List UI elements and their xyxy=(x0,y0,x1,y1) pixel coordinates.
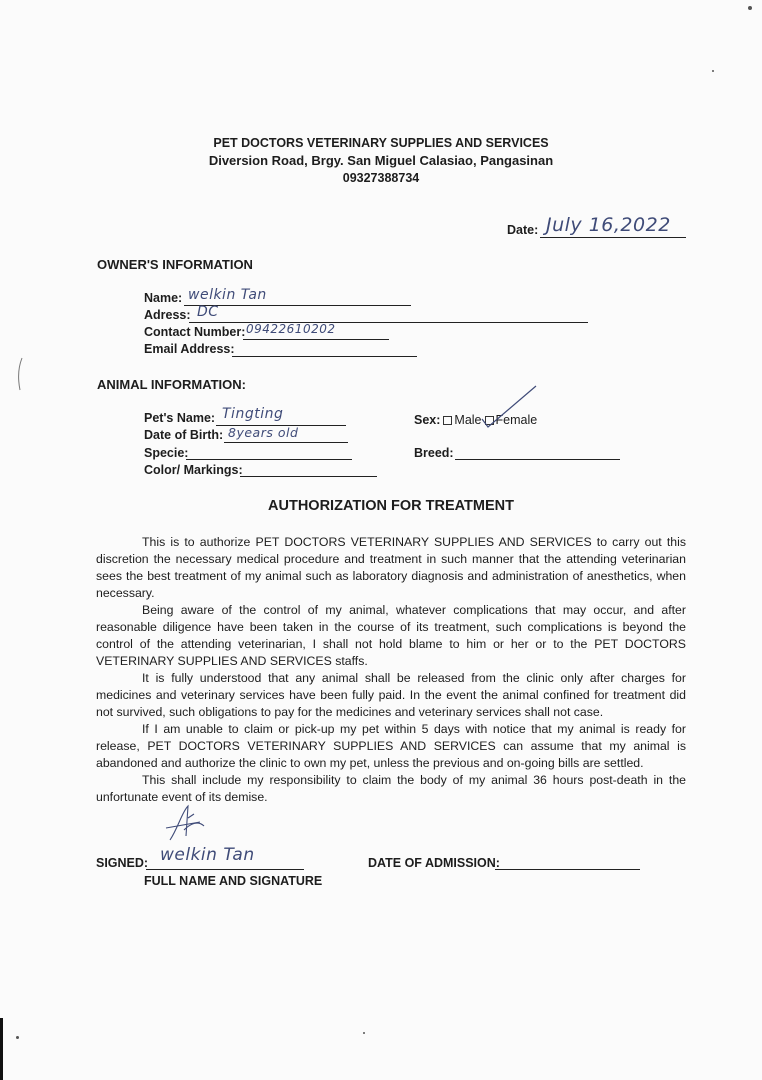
company-phone: 09327388734 xyxy=(342,171,420,185)
pet-name-label: Pet's Name: xyxy=(144,411,216,425)
owner-contact-line xyxy=(243,339,389,340)
paragraph-5: This shall include my responsibility to claim the body of my animal 36 hours post-death in the unfortunate event of its demise. xyxy=(96,773,686,804)
owner-contact-label: Contact Number: xyxy=(144,325,246,339)
company-address: Diversion Road, Brgy. San Miguel Calasiao, Pangasinan xyxy=(208,153,554,168)
specie-line xyxy=(186,459,352,460)
company-name: PET DOCTORS VETERINARY SUPPLIES AND SERVICES xyxy=(213,136,549,150)
male-label: Male xyxy=(454,413,482,427)
scan-edge xyxy=(0,1018,3,1080)
paragraph-2: Being aware of the control of my animal, whatever complications that may occur, and after reasonable diligence have been taken in the course of its treatment, such complications is beyond the control of the attending veterinarian, I shall not hold blame to him or her or to the PET DOCTORS VETERINARY SUPPLIES AND SERVICES staffs. xyxy=(96,603,686,668)
owner-address-label: Adress: xyxy=(144,308,191,322)
owner-name-label: Name: xyxy=(144,291,183,305)
date-value: July 16,2022 xyxy=(546,214,671,236)
animal-section-title: ANIMAL INFORMATION: xyxy=(97,377,246,392)
male-checkbox[interactable] xyxy=(443,416,452,425)
breed-line xyxy=(455,459,620,460)
signed-label: SIGNED: xyxy=(96,856,149,870)
paragraph-3: It is fully understood that any animal shall be released from the clinic only after charges for medicines and veterinary services have been fully paid. In the event the animal confined for treatment did not survived, such obligations to pay for the medicines and veterinary services shall not case. xyxy=(96,671,686,719)
female-check-mark xyxy=(478,383,542,431)
scan-speck xyxy=(712,70,714,72)
color-label: Color/ Markings: xyxy=(144,463,243,477)
owner-name-value: welkin Tan xyxy=(188,287,267,303)
owner-email-label: Email Address: xyxy=(144,342,235,356)
pet-name-value: Tingting xyxy=(222,406,284,422)
date-label: Date: xyxy=(507,223,539,237)
paragraph-4: If I am unable to claim or pick-up my pet within 5 days with notice that my animal is ready for release, PET DOCTORS VETERINARY SUPPLIES AND SERVICES can assume that my animal is abandoned and authorize the clinic to own my pet, unless the previous and on-going bills are settled. xyxy=(96,722,686,770)
signature-caption: FULL NAME AND SIGNATURE xyxy=(144,874,323,888)
signed-value: welkin Tan xyxy=(160,845,255,865)
owner-section-title: OWNER'S INFORMATION xyxy=(97,257,253,272)
sex-label: Sex: xyxy=(414,413,441,427)
scan-speck xyxy=(363,1032,365,1034)
dob-line xyxy=(224,442,348,443)
owner-address-value: DC xyxy=(197,304,219,320)
admission-label: DATE OF ADMISSION: xyxy=(368,856,500,870)
dob-label: Date of Birth: xyxy=(144,428,224,442)
specie-label: Specie: xyxy=(144,446,189,460)
owner-email-line xyxy=(232,356,417,357)
breed-label: Breed: xyxy=(414,446,454,460)
owner-contact-value: 09422610202 xyxy=(246,322,336,336)
female-label: Female xyxy=(495,413,538,427)
admission-line xyxy=(495,869,640,870)
signature-scribble xyxy=(160,800,214,848)
date-line xyxy=(540,237,686,238)
signed-line xyxy=(146,869,304,870)
color-line xyxy=(240,476,377,477)
paragraph-1: This is to authorize PET DOCTORS VETERINARY SUPPLIES AND SERVICES to carry out this discretion the necessary medical procedure and treatment in such manner that the attending veterinarian sees the best treatment of my animal such as laboratory diagnosis and administration of anesthetics, when necessary. xyxy=(96,535,686,600)
scan-mark xyxy=(14,356,26,392)
scan-speck xyxy=(16,1036,19,1039)
authorization-title: AUTHORIZATION FOR TREATMENT xyxy=(268,498,514,514)
authorization-body xyxy=(96,534,686,806)
scan-speck xyxy=(748,6,752,10)
dob-value: 8years old xyxy=(228,425,299,440)
